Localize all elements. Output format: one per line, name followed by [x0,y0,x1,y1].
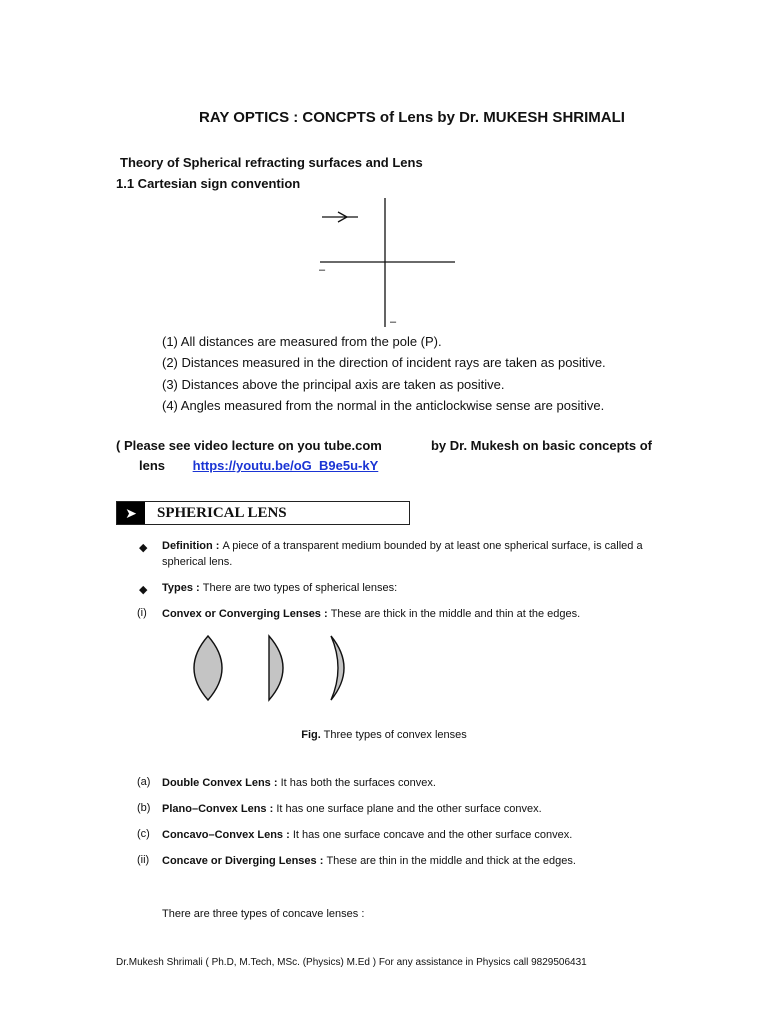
list-marker: (i) [137,607,147,619]
subsection-heading: 1.1 Cartesian sign convention [116,176,301,191]
youtube-link[interactable]: https://youtu.be/oG_B9e5u-kY [192,458,379,473]
diamond-bullet-icon: ◆ [139,542,148,554]
page-footer: Dr.Mukesh Shrimali ( Ph.D, M.Tech, MSc. (Physics) M.Ed ) For any assistance in Physics call 9829506431 [116,957,587,968]
left-minus-label: – [319,264,326,276]
rule-item: (1) All distances are measured from the pole (P). [162,334,442,349]
convex-lenses-figure [185,632,365,704]
diamond-bullet-icon: ◆ [139,584,148,596]
types-text: Types : There are two types of spherical lenses: [162,582,398,594]
double-convex-lens-icon [194,636,222,700]
page-title: RAY OPTICS : CONCPTS of Lens by Dr. MUKESH SHRIMALI [199,109,625,126]
convex-text: Convex or Converging Lenses : These are thick in the middle and thin at the edges. [162,608,581,620]
list-item: Concavo–Convex Lens : It has one surface concave and the other surface convex. [162,829,573,841]
concavo-convex-lens-icon [331,636,344,700]
rule-item: (2) Distances measured in the direction of incident rays are taken as positive. [162,355,606,371]
arrow-bullet-icon: ➤ [117,502,145,524]
figure-caption: Fig. Three types of convex lenses [301,729,467,741]
spherical-lens-banner [116,501,410,525]
rule-item: (3) Distances above the principal axis are taken as positive. [162,376,505,392]
sign-rules-list [162,331,606,416]
video-note-lens: lens [139,458,166,473]
definition-text: Definition : A piece of a transparent medium bounded by at least one spherical surface, is called a spherical lens. [162,540,643,568]
list-marker: (c) [137,828,150,840]
list-marker: (a) [137,776,151,788]
list-item: Plano–Convex Lens : It has one surface plane and the other surface convex. [162,803,542,815]
banner-label: SPHERICAL LENS [157,505,287,521]
video-note-part2: by Dr. Mukesh on basic concepts of [430,438,652,453]
video-note-part1: ( Please see video lecture on you tube.com [116,438,382,453]
rule-item: (4) Angles measured from the normal in the anticlockwise sense are positive. [162,397,605,413]
list-item: Double Convex Lens : It has both the surfaces convex. [162,777,436,789]
sign-convention-diagram [310,195,470,330]
bottom-minus-label: – [390,316,397,328]
list-marker: (ii) [137,854,150,866]
video-note [116,436,652,476]
section-heading: Theory of Spherical refracting surfaces and Lens [120,155,423,170]
list-marker: (b) [137,802,151,814]
concave-note: There are three types of concave lenses : [162,908,365,920]
plano-convex-lens-icon [269,636,283,700]
list-item: Concave or Diverging Lenses : These are thin in the middle and thick at the edges. [162,855,576,867]
